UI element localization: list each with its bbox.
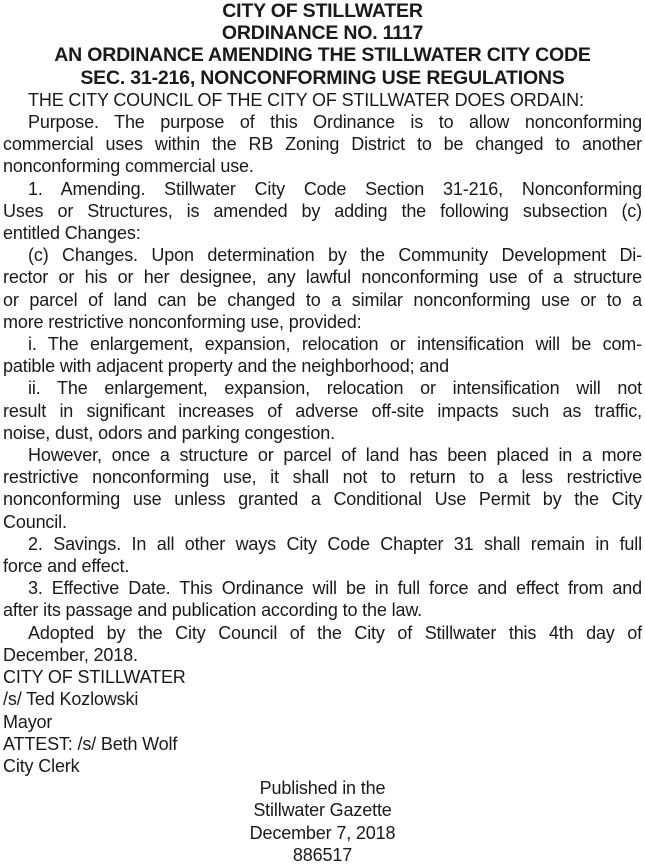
publication-line: Stillwater Gazette <box>253 800 392 821</box>
paragraph-line: noise, dust, odors and parking congestion. <box>3 422 335 443</box>
paragraph-line: ii. The enlargement, expansion, relocation or intensification will not <box>28 378 642 399</box>
notice-body <box>3 89 642 666</box>
paragraph-line: entitled Changes: <box>3 223 141 244</box>
paragraph-subsection-c-changes <box>3 244 642 333</box>
paragraph-line: after its passage and publication according to the law. <box>3 600 423 621</box>
paragraph-line: 3. Effective Date. This Ordinance will be in full force and effect from and <box>28 578 642 599</box>
signature-line: Mayor <box>3 711 53 732</box>
paragraph-condition-i <box>3 333 642 377</box>
header-line: ORDINANCE NO. 1117 <box>221 22 424 45</box>
paragraph-line: However, once a structure or parcel of land has been placed in a more <box>28 445 642 466</box>
paragraph-line: commercial uses within the RB Zoning District to be changed to another <box>3 134 642 155</box>
paragraph-purpose <box>3 111 642 178</box>
paragraph-line: 1. Amending. Stillwater City Code Section 31-216, Nonconforming <box>28 178 642 199</box>
paragraph-line: or parcel of land can be changed to a similar nonconforming use or to a <box>3 289 642 310</box>
paragraph-line: Adopted by the City Council of the City of Stillwater this 4th day of <box>28 622 642 643</box>
header-line: AN ORDINANCE AMENDING THE STILLWATER CITY CODE <box>54 44 591 67</box>
signature-block <box>3 666 642 777</box>
paragraph-line: patible with adjacent property and the neighborhood; and <box>3 356 449 377</box>
paragraph-line: nonconforming use unless granted a Conditional Use Permit by the City <box>3 489 642 510</box>
paragraph-section-2-savings <box>3 533 642 577</box>
paragraph-line: Uses or Structures, is amended by adding the following subsection (c) <box>3 200 642 221</box>
signature-line: ATTEST: /s/ Beth Wolf <box>3 733 178 754</box>
notice-header <box>3 0 642 89</box>
publication-info <box>3 777 642 866</box>
publication-line: 886517 <box>292 844 353 865</box>
paragraph-line: Purpose. The purpose of this Ordinance is to allow nonconforming <box>28 112 642 133</box>
paragraph-ordain-statement <box>3 89 642 111</box>
paragraph-line: Council. <box>3 511 67 532</box>
paragraph-however-clause <box>3 444 642 533</box>
paragraph-line: December, 2018. <box>3 644 138 665</box>
publication-line: Published in the <box>259 778 386 799</box>
signature-line: CITY OF STILLWATER <box>3 667 186 688</box>
header-line: SEC. 31-216, NONCONFORMING USE REGULATIONS <box>80 66 565 89</box>
header-line: CITY OF STILLWATER <box>222 0 423 22</box>
paragraph-line: 2. Savings. In all other ways City Code Chapter 31 shall remain in full <box>28 533 642 554</box>
signature-line: City Clerk <box>3 755 80 776</box>
paragraph-line: result in significant increases of adverse off-site impacts such as traffic, <box>3 400 642 421</box>
signature-line: /s/ Ted Kozlowski <box>3 689 139 710</box>
paragraph-line: restrictive nonconforming use, it shall not to return to a less restrictive <box>3 467 642 488</box>
paragraph-line: (c) Changes. Upon determination by the Community Development Di- <box>28 245 642 266</box>
paragraph-section-1-amending <box>3 178 642 245</box>
paragraph-condition-ii <box>3 377 642 444</box>
paragraph-line: more restrictive nonconforming use, provided: <box>3 311 362 332</box>
paragraph-line: THE CITY COUNCIL OF THE CITY OF STILLWATER DOES ORDAIN: <box>28 89 584 110</box>
paragraph-line: force and effect. <box>3 556 130 577</box>
paragraph-line: nonconforming commercial use. <box>3 156 254 177</box>
publication-line: December 7, 2018 <box>249 822 396 843</box>
paragraph-section-3-effective-date <box>3 577 642 621</box>
paragraph-adoption <box>3 622 642 666</box>
paragraph-line: rector or his or her designee, any lawful nonconforming use of a structure <box>3 267 642 288</box>
paragraph-line: i. The enlargement, expansion, relocation or intensification will be com- <box>28 334 642 355</box>
